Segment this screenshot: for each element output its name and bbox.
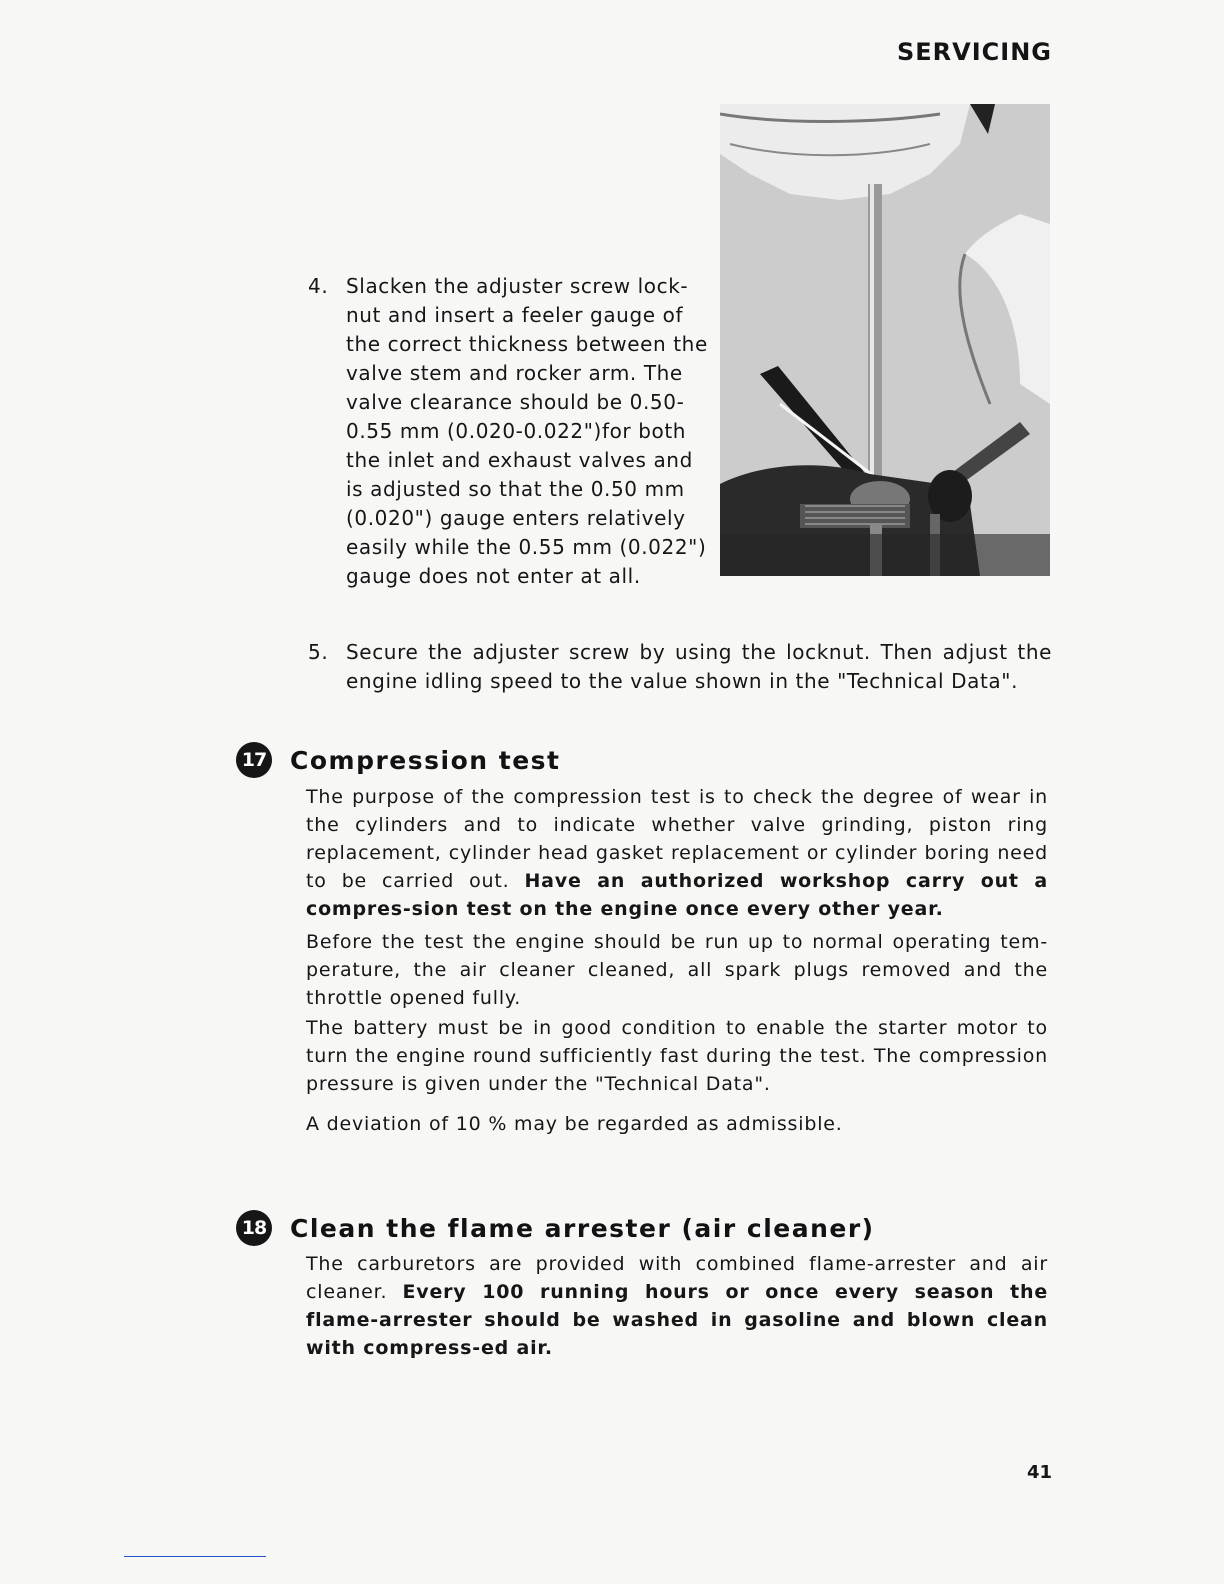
paragraph-text: The carburetors are provided with combined flame-arrester and air cleaner.: [306, 1253, 1048, 1303]
paragraph-bold-text: Every 100 running hours or once every season the flame-arrester should be washed in gasoline and blown clean with compress-ed air.: [306, 1281, 1049, 1359]
paragraph-text: Before the test the engine should be run up to normal operating tem-perature, the air cleaner cleaned, all spark plugs removed and the throttle opened fully.: [306, 931, 1048, 1009]
footer-rule: [124, 1556, 266, 1557]
valve-adjustment-photo: [720, 104, 1050, 576]
section-number-badge: 17: [236, 742, 272, 778]
paragraph: [306, 1250, 1048, 1362]
section-heading-flame-arrester: [236, 1210, 875, 1246]
paragraph: [306, 1014, 1048, 1098]
page-number: 41: [1026, 1462, 1052, 1483]
step-text: Slacken the adjuster screw lock-nut and insert a feeler gauge of the correct thickness between the valve stem and rocker arm. The valve clearance should be 0.50-0.55 mm (0.020-0.022")for both the inlet and exhaust valves and is adjusted so that the 0.50 mm (0.020") gauge enters relatively easily while the 0.55 mm (0.022") gauge does not enter at all.: [346, 274, 708, 588]
section-title: Clean the flame arrester (air cleaner): [290, 1213, 875, 1243]
section-number-badge: 18: [236, 1210, 272, 1246]
paragraph-bold-text: Have an authorized workshop carry out a compres-sion test on the engine once every other year.: [306, 870, 1048, 920]
paragraph: [306, 928, 1048, 1012]
section-heading-compression-test: [236, 742, 561, 778]
paragraph: [306, 783, 1048, 923]
section-title: Compression test: [290, 745, 561, 775]
step-text: Secure the adjuster screw by using the locknut. Then adjust the engine idling speed to the value shown in the "Technical Data".: [346, 640, 1052, 693]
paragraph-text: The purpose of the compression test is to check the degree of wear in the cylinders and to indicate whether valve grinding, piston ring replacement, cylinder head gasket replacement or cylinder boring need to be carried out.: [306, 786, 1048, 892]
paragraph-text: The battery must be in good condition to enable the starter motor to turn the engine round sufficiently fast during the test. The compression pressure is given under the "Technical Data".: [306, 1017, 1048, 1095]
step-5: [308, 638, 1052, 696]
paragraph: [306, 1110, 1048, 1138]
paragraph-text: A deviation of 10 % may be regarded as admissible.: [306, 1113, 843, 1135]
page-header: SERVICING: [897, 38, 1052, 66]
step-number: 5.: [308, 640, 329, 664]
step-number: 4.: [308, 274, 329, 298]
step-4: [308, 272, 708, 591]
